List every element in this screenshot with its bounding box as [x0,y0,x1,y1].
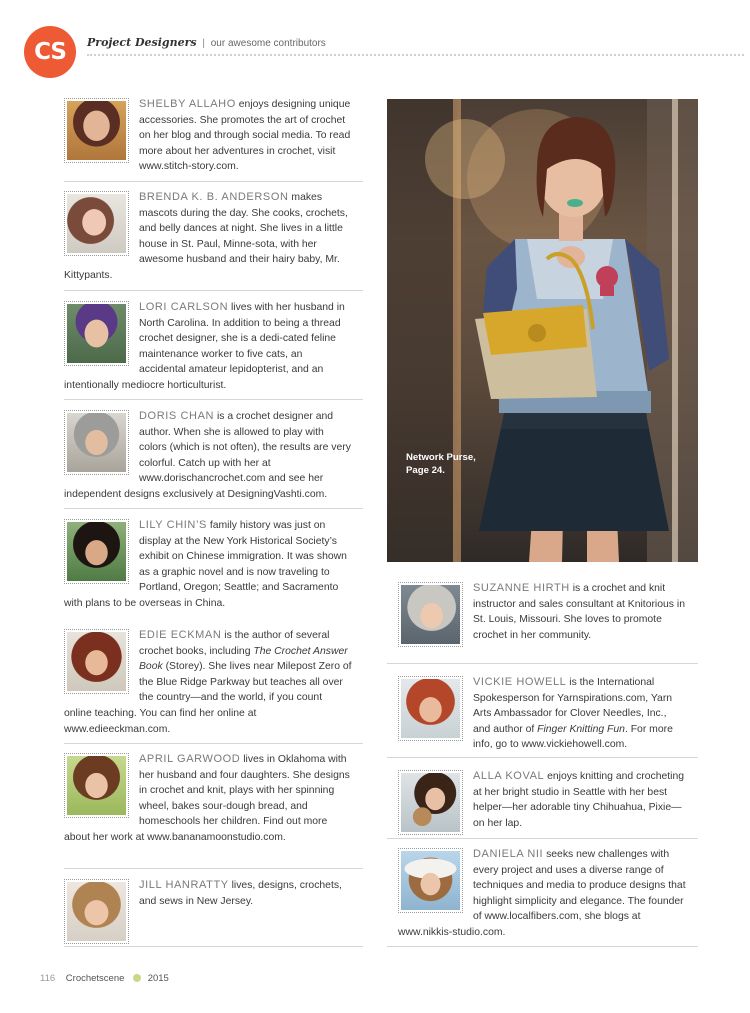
magazine-name: Crochetscene [65,973,125,984]
designer-name: DORIS CHAN [139,410,215,422]
designer-name: ALLA KOVAL [473,770,545,782]
model-illustration [387,99,698,562]
network-purse-photo [387,99,698,562]
cs-logo: CS [24,26,76,78]
designer-name: LILY CHIN’S [139,519,207,531]
designer-name: APRIL GARWOOD [139,753,241,765]
caption-line-1: Network Purse, [406,452,476,463]
bio-brenda-anderson [64,190,352,284]
bio-text: . For more info, go to www.vickiehowell.com. [473,723,673,751]
avatar-suzanne-hirth [398,582,463,647]
page-header [24,26,744,78]
divider [387,757,698,758]
avatar-vickie-howell [398,676,463,741]
divider [64,743,363,744]
designer-name: SUZANNE HIRTH [473,582,570,594]
bio-daniela-nii [398,847,686,941]
bio-vickie-howell [398,675,686,753]
bio-doris-chan [64,409,352,503]
avatar-lori-carlson [64,301,129,366]
designer-name: JILL HANRATTY [139,879,229,891]
bio-text: is a crochet and knit instructor and sales consultant at Knitorious in St. Louis, Missouri. She loves to promote crochet in her community. [473,583,685,641]
section-subtitle: our awesome contributors [210,38,326,49]
header-separator: | [202,38,205,49]
avatar-daniela-nii [398,848,463,913]
photo-caption [406,451,476,477]
divider [64,508,363,509]
designer-name: LORI CARLSON [139,301,229,313]
bio-text: is a crochet designer and author. When she is allowed to play with colors (which is not often), the results are very colorful. Catch up with her at www.dorischancrochet.com and see her independent designs exclusively at DesigningVashti.com. [64,411,351,500]
bio-text: makes mascots during the day. She cooks, crochets, and belly dances at night. She lives in a little house in St. Paul, Minne-sota, with her awesome husband and their hairy baby, Mr. Kittypants. [64,192,348,281]
avatar-april-garwood [64,753,129,818]
divider [64,399,363,400]
avatar-lily-chin [64,519,129,584]
bio-text: (Storey). She lives near Milepost Zero of the Blue Ridge Parkway but teaches all over the country—and the world, if you count online teaching. You can find her online at www.edieeckman.com. [64,661,352,735]
avatar-alla-koval [398,770,463,835]
bio-text: lives with her husband in North Carolina. In addition to being a thread crochet designer, she is a dedi-cated feline maintenance worker to five cats, an accidental amateur lepidopterist, and an intentionally mediocre horticulturist. [64,302,345,391]
bio-lori-carlson [64,300,352,394]
header-dotted-rule [87,54,744,56]
designer-name: DANIELA NII [473,848,544,860]
caption-line-2: Page 24. [406,465,445,476]
book-title: The Crochet Answer Book [139,645,348,673]
footer-dot-icon [133,974,141,982]
bio-text: enjoys designing unique accessories. She promotes the art of crochet on her blog and through social media. To read more about her adventures in crochet, visit www.stitch-story.com. [139,99,351,173]
bio-text: lives, designs, crochets, and sews in New Jersey. [139,880,342,907]
bio-text: is the author of several crochet books, including [139,630,330,657]
bio-text: family history was just on display at the New York Historical Society’s exhibit on Chinese immigration. It was shown as a graphic novel and is now traveling to Portland, Oregon; Seattle; and Sacramento with plans to be overseas in China. [64,520,347,609]
designer-name: BRENDA K. B. ANDERSON [139,191,289,203]
book-title: Finger Knitting Fun [537,723,625,735]
bio-jill-hanratty [64,878,352,947]
divider [387,946,698,947]
divider [387,838,698,839]
page-number: 116 [40,973,56,984]
divider [64,868,363,869]
bio-shelby-allaho [64,97,352,175]
section-title: Project Designers [87,36,197,49]
designer-name: VICKIE HOWELL [473,676,567,688]
avatar-edie-eckman [64,629,129,694]
bio-text: lives in Oklahoma with her husband and four daughters. She designs in crochet and knit, plays with her spinning wheel, bakes sour-dough bread, and homeschools her children. Find out more about her work at www.bananamoonstudio.com. [64,754,350,843]
divider [64,290,363,291]
divider [64,181,363,182]
avatar-brenda-anderson [64,191,129,256]
divider [64,946,363,947]
avatar-jill-hanratty [64,879,129,944]
avatar-doris-chan [64,410,129,475]
avatar-shelby-allaho [64,98,129,163]
bio-lily-chin [64,518,352,612]
header-text [87,36,326,49]
issue-year: 2015 [147,973,169,984]
designer-name: SHELBY ALLAHO [139,98,236,110]
bio-text: seeks new challenges with every project and uses a diverse range of techniques and media to produce designs that highlight simplicity and elegance. The founder of www.localfibers.com, she blogs at www.nikkis-studio.com. [398,849,686,938]
bio-suzanne-hirth [398,581,686,650]
bio-edie-eckman [64,628,352,737]
bio-text: enjoys knitting and crocheting at her bright studio in Seattle with her best helper—her adorable tiny Chihuahua, Pixie—on her lap. [473,771,685,829]
divider [387,663,698,664]
page-footer [40,973,169,984]
bio-alla-koval [398,769,686,838]
designer-name: EDIE ECKMAN [139,629,222,641]
bio-april-garwood [64,752,352,846]
bio-text: is the International Spokesperson for Yarnspirations.com, Yarn Arts Ambassador for Clover Needles, Inc., and author of [473,677,673,735]
